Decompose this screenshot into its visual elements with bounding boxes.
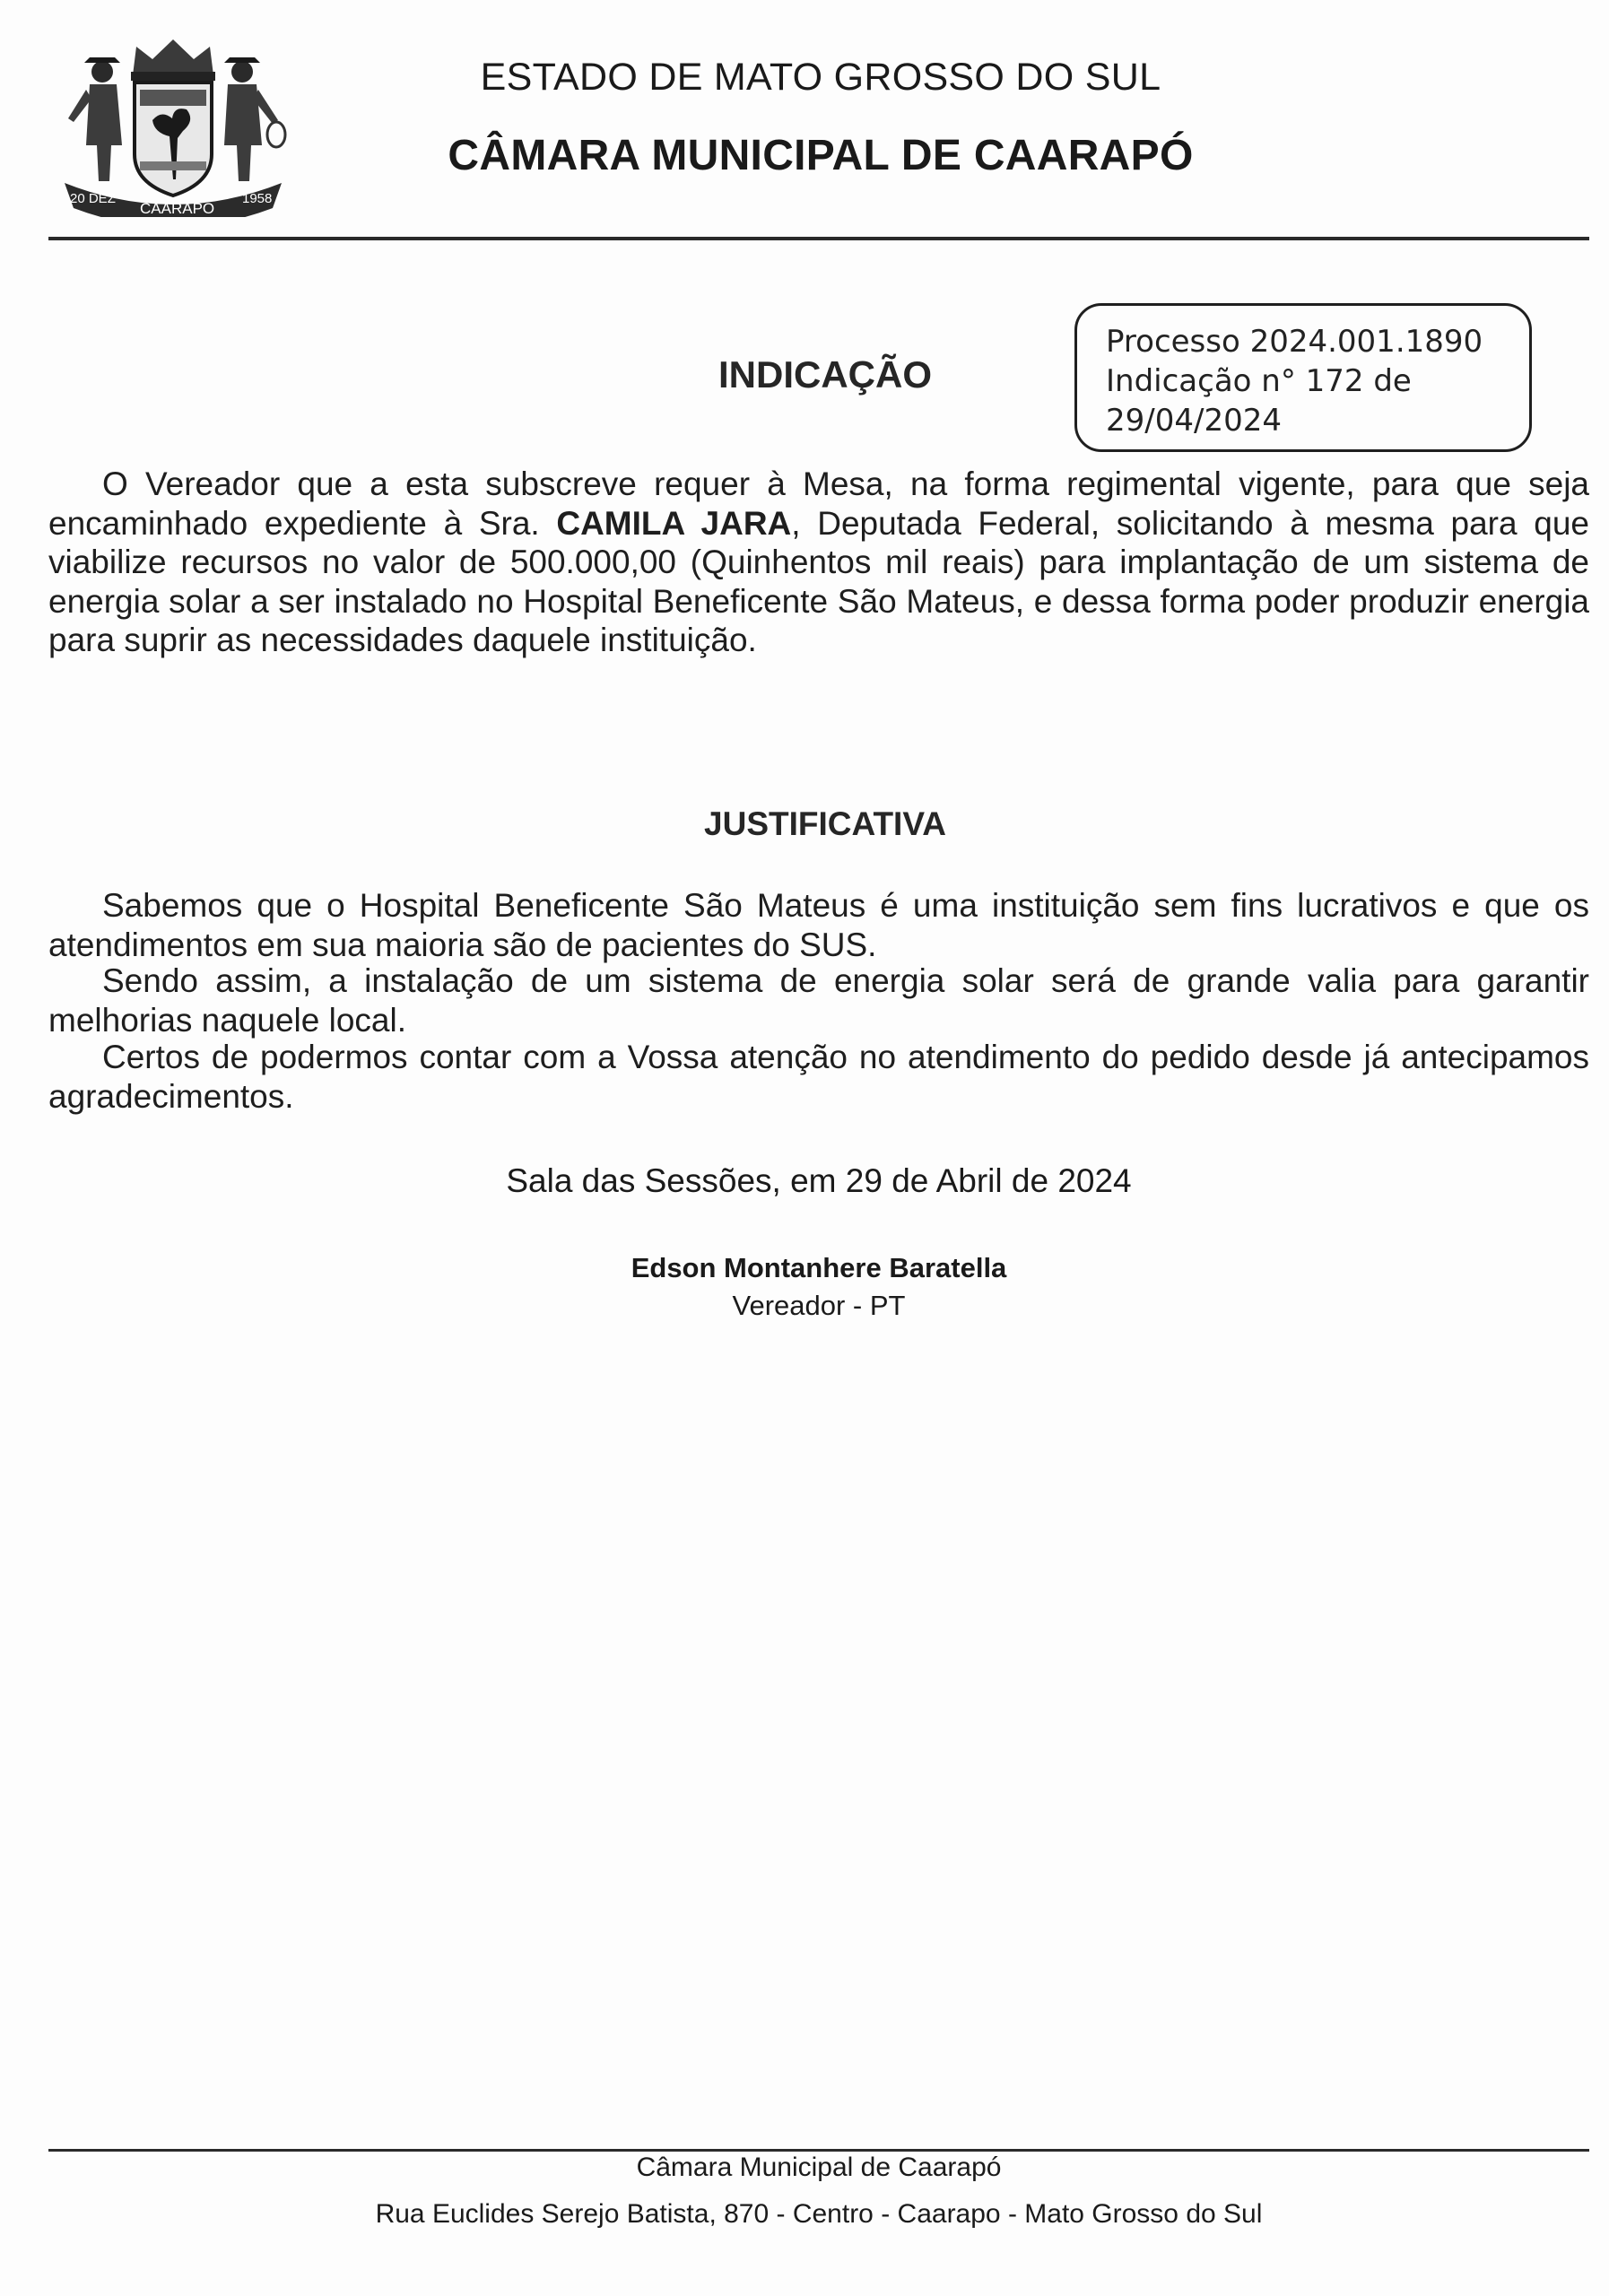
signer-name: Edson Montanhere Baratella — [631, 1252, 1007, 1283]
crest-banner-year: 1958 — [242, 191, 273, 206]
indication-text-start: O Vereador que a esta subscreve requer à Mesa, na forma regimental vigente, para que seja encaminhado expediente à Sra. — [48, 465, 1589, 542]
justification-paragraph — [48, 886, 1589, 964]
indication-number: Indicação n° 172 de — [1106, 363, 1412, 399]
crest-banner-date: 20 DEZ — [70, 191, 116, 206]
addressee-name: CAMILA JARA — [556, 504, 792, 542]
chamber-heading: CÂMARA MUNICIPAL DE CAARAPÓ — [448, 132, 1194, 179]
process-number: Processo 2024.001.1890 — [1106, 324, 1483, 360]
justification-text: Sabemos que o Hospital Beneficente São Mateus é uma instituição sem fins lucrativos e que os atendimentos em sua maioria são de pacientes do SUS. — [48, 887, 1589, 963]
justification-paragraph — [48, 1038, 1589, 1116]
indication-paragraph — [48, 465, 1589, 660]
indication-date: 29/04/2024 — [1106, 403, 1282, 439]
justification-paragraph — [48, 961, 1589, 1039]
footer-institution: Câmara Municipal de Caarapó — [636, 2152, 1002, 2182]
state-heading: ESTADO DE MATO GROSSO DO SUL — [480, 56, 1161, 99]
header-divider — [48, 237, 1589, 240]
footer-address: Rua Euclides Serejo Batista, 870 - Centro - Caarapo - Mato Grosso do Sul — [375, 2199, 1263, 2229]
justification-text: Certos de podermos contar com a Vossa atenção no atendimento do pedido desde já antecipamos agradecimentos. — [48, 1039, 1589, 1115]
municipal-coat-of-arms — [47, 20, 300, 217]
indication-text-end: , Deputada Federal, solicitando à mesma para que viabilize recursos no valor de 500.000,00 (Quinhentos mil reais) para implantação de um sistema de energia solar a ser instalado no Hospital Beneficente São Mateus, e dessa forma poder produzir energia para suprir as necessidades daquele instituição. — [48, 504, 1589, 658]
document-title: INDICAÇÃO — [718, 353, 932, 396]
signer-role: Vereador - PT — [732, 1290, 906, 1321]
footer-divider — [48, 2149, 1589, 2152]
place-and-date: Sala das Sessões, em 29 de Abril de 2024 — [506, 1162, 1132, 1199]
crest-banner-city: CAARAPÓ — [140, 200, 215, 217]
justification-text: Sendo assim, a instalação de um sistema de energia solar será de grande valia para garantir melhorias naquele local. — [48, 962, 1589, 1039]
justification-title: JUSTIFICATIVA — [704, 805, 946, 842]
